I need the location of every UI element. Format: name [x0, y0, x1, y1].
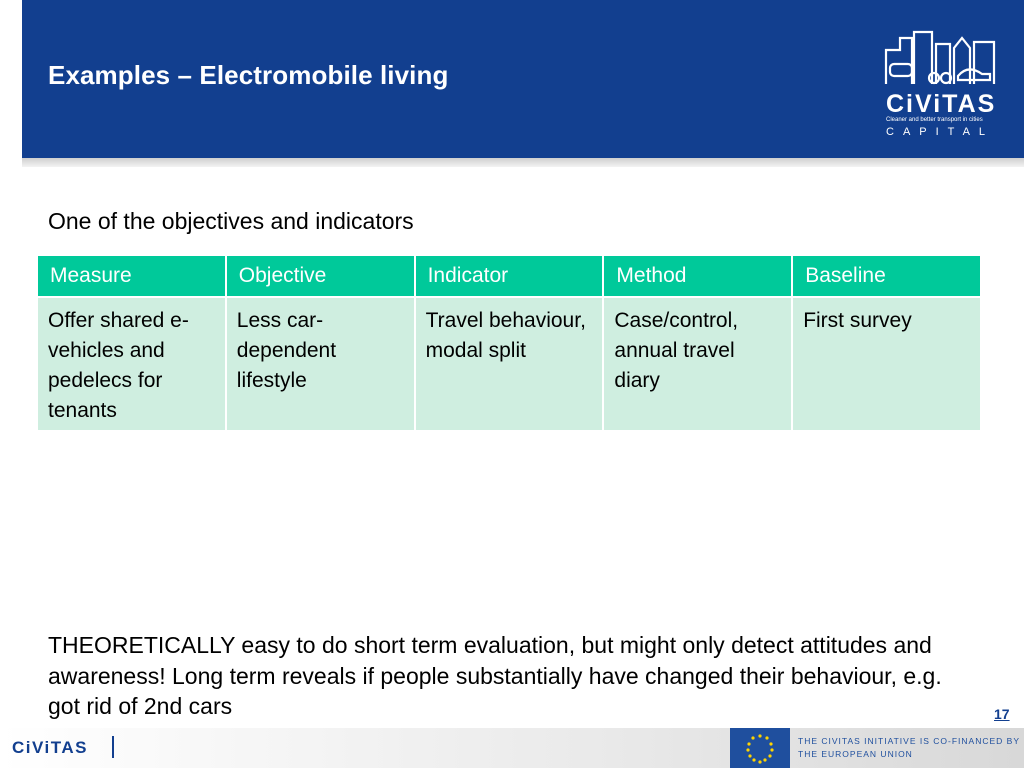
- objectives-table: [36, 254, 982, 432]
- evaluation-note: THEORETICALLY easy to do short term evaluation, but might only detect attitudes and awareness! Long term reveals if people substantially have changed their behaviour, e.g. got rid of 2nd cars: [48, 632, 942, 719]
- eu-text-line-1: THE CIVITAS INITIATIVE IS CO-FINANCED BY: [798, 736, 1020, 746]
- slide-title: Examples – Electromobile living: [48, 60, 449, 90]
- subtitle: One of the objectives and indicators: [48, 208, 414, 234]
- cell-method: Case/control, annual travel diary: [603, 297, 792, 431]
- header-shadow: [22, 158, 1024, 167]
- civitas-wordmark: CiViTAS: [886, 90, 997, 118]
- cell-objective: Less car-dependent lifestyle: [226, 297, 415, 431]
- header-measure: Measure: [37, 255, 226, 297]
- header-objective: Objective: [226, 255, 415, 297]
- header-baseline: Baseline: [792, 255, 981, 297]
- eu-flag: [730, 728, 790, 768]
- civitas-logo: [878, 28, 1002, 140]
- eu-text-line-2: THE EUROPEAN UNION: [798, 749, 913, 759]
- header-method: Method: [603, 255, 792, 297]
- left-strip: [0, 0, 22, 158]
- civitas-capital: CAPITAL: [886, 126, 995, 138]
- cell-indicator: Travel behaviour, modal split: [415, 297, 604, 431]
- footer-divider: [112, 736, 114, 758]
- cell-baseline: First survey: [792, 297, 981, 431]
- eu-cofinanced-text: [798, 735, 1024, 761]
- table-header-row: [37, 255, 981, 297]
- eu-stars-icon: [730, 728, 790, 768]
- city-skyline-icon: [878, 28, 1002, 88]
- footer-civitas-logo: CiViTAS: [12, 738, 88, 757]
- civitas-tagline: Cleaner and better transport in cities: [886, 117, 983, 123]
- header-indicator: Indicator: [415, 255, 604, 297]
- table-row: [37, 297, 981, 431]
- cell-measure: Offer shared e-vehicles and pedelecs for tenants: [37, 297, 226, 431]
- page-number: 17: [994, 706, 1010, 722]
